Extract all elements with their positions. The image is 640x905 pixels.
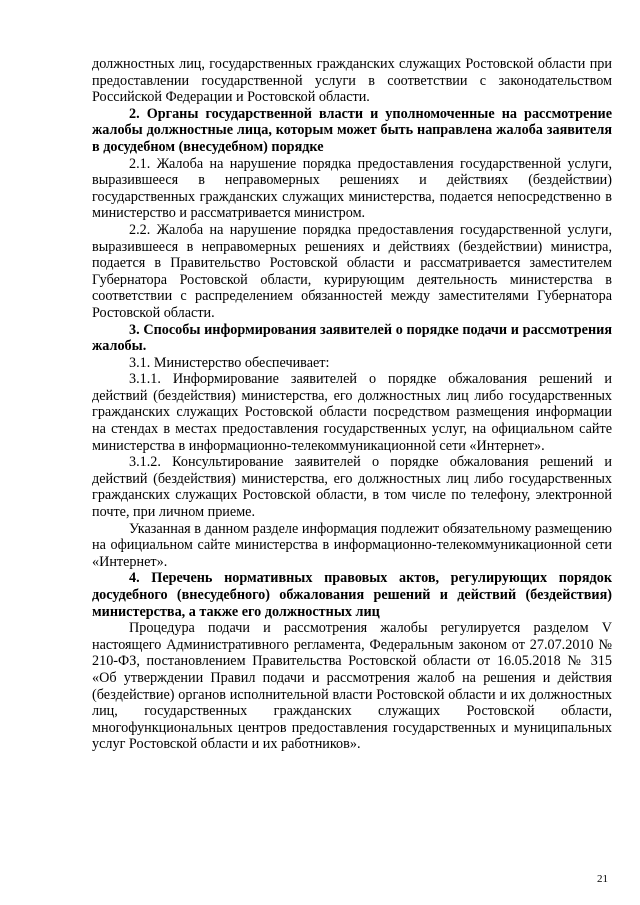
- paragraph-2-2: 2.2. Жалоба на нарушение порядка предоставления государственной услуги, выразившееся в неправомерных решениях и действиях (бездействии) министра, подается в Правительство Ростовской области и рассматривается заместителем Губернатора Ростовской области, курирующим деятельность министерства в соответствии с распределением обязанностей между заместителями Губернатора Ростовской области.: [92, 221, 612, 321]
- section-heading-4: 4. Перечень нормативных правовых актов, регулирующих порядок досудебного (внесудебного) обжалования решений и действий (бездействия) министерства, а также его должностных лиц: [92, 570, 612, 620]
- paragraph-3-1: 3.1. Министерство обеспечивает:: [129, 354, 330, 371]
- document-body: [92, 56, 612, 753]
- paragraph-3-1-2: 3.1.2. Консультирование заявителей о порядке обжалования решений и действий (бездействия) министерства, его должностных лиц либо государственных гражданских служащих Ростовской области, в том числе по телефону, электронной почте, при личном приеме.: [92, 454, 612, 521]
- page-number: 21: [597, 873, 608, 885]
- section-heading-3: 3. Способы информирования заявителей о порядке подачи и рассмотрения жалобы.: [92, 321, 612, 355]
- paragraph-info-note: Указанная в данном разделе информация подлежит обязательному размещению на официальном сайте министерства в информационно-телекоммуникационной сети «Интернет».: [92, 520, 612, 570]
- paragraph-continuation: должностных лиц, государственных гражданских служащих Ростовской области при предоставлении государственной услуги в соответствии с законодательством Российской Федерации и Ростовской области.: [92, 56, 612, 106]
- section-heading-2: 2. Органы государственной власти и уполномоченные на рассмотрение жалобы должностные лица, которым может быть направлена жалоба заявителя в досудебном (внесудебном) порядке: [92, 105, 612, 155]
- paragraph-2-1: 2.1. Жалоба на нарушение порядка предоставления государственной услуги, выразившееся в неправомерных решениях и действиях (бездействии) государственных гражданских служащих министерства, подается непосредственно в министерство и рассматривается министром.: [92, 155, 612, 222]
- paragraph-procedure: Процедура подачи и рассмотрения жалобы регулируется разделом V настоящего Административного регламента, Федеральным законом от 27.07.2010 № 210-ФЗ, постановлением Правительства Ростовской области от 16.05.2018 № 315 «Об утверждении Правил подачи и рассмотрения жалоб на решения и действия (бездействие) органов исполнительной власти Ростовской области и их должностных лиц, государственных гражданских служащих Ростовской области, многофункциональных центров предоставления государственных и муниципальных услуг Ростовской области и их работников».: [92, 620, 612, 753]
- paragraph-3-1-1: 3.1.1. Информирование заявителей о порядке обжалования решений и действий (бездействия) министерства, его должностных лиц либо государственных гражданских служащих Ростовской области посредством размещения информации на стендах в местах предоставления государственных услуг, на официальном сайте министерства в информационно-телекоммуникационной сети «Интернет».: [92, 371, 612, 454]
